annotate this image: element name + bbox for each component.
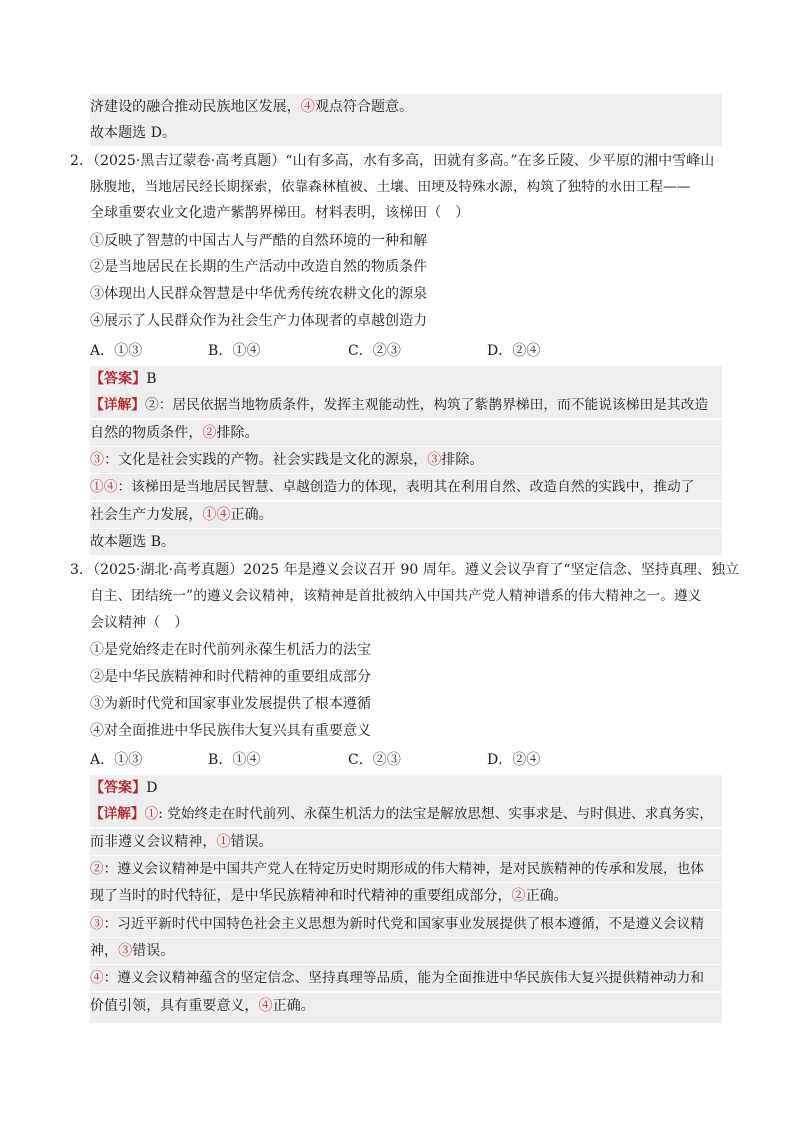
question-3-item-4: ④对全面推进中华民族伟大复兴具有重要意义 (90, 723, 371, 739)
answer-value: B (146, 371, 157, 387)
question-2-detail-line1: 【详解】②：居民依据当地物质条件，发挥主观能动性，构筑了紫鹊界梯田，而不能说该梯田是其改造 (90, 392, 722, 418)
question-3-item-2: ②是中华民族精神和时代精神的重要组成部分 (90, 669, 371, 685)
question-3-stem-line1: 3．（2025·湖北·高考真题）2025 年是遵义会议召开 90 周年。遵义会议孕育了“坚定信念、坚持真理、独立 (70, 562, 740, 578)
question-3-stem-line2: 自主、团结统一”的遵义会议精神，该精神是首批被纳入中国共产党人精神谱系的伟大精神之一。遵义 (90, 588, 702, 604)
question-2-detail-line5: 社会生产力发展，①④正确。 (90, 502, 722, 528)
answer-label: 【答案】 (90, 780, 147, 796)
question-3-detail-line2: 而非遵义会议精神，①错误。 (90, 829, 722, 855)
option-a[interactable]: A．①③ (90, 752, 143, 768)
question-number: 2． (70, 153, 94, 169)
option-b[interactable]: B．①④ (208, 752, 261, 768)
option-d[interactable]: D．②④ (487, 752, 541, 768)
option-d[interactable]: D．②④ (487, 343, 541, 359)
question-3-detail-line7: ④：遵义会议精神蕴含的坚定信念、坚持真理等品质，能为全面推进中华民族伟大复兴提供精神动力和 (90, 965, 722, 991)
question-2-conclusion: 故本题选 B。 (90, 529, 722, 555)
option-b[interactable]: B．①④ (208, 343, 261, 359)
question-3-detail-line6: 神，③错误。 (90, 938, 722, 964)
question-2-options (90, 338, 730, 364)
answer-label: 【答案】 (90, 371, 147, 387)
question-3-stem-line3: 会议精神（ ） (90, 615, 189, 631)
circled-number: ④ (300, 99, 315, 115)
question-2-item-3: ③体现出人民群众智慧是中华优秀传统农耕文化的源泉 (90, 286, 428, 302)
answer-value: D (146, 780, 158, 796)
question-2-answer (90, 366, 722, 392)
question-number: 3． (70, 562, 94, 578)
question-3-detail-line8: 价值引领，具有重要意义，④正确。 (90, 993, 722, 1023)
question-3-detail-line4: 现了当时的时代特征，是中华民族精神和时代精神的重要组成部分，②正确。 (90, 883, 722, 909)
question-2-detail-line3: ③：文化是社会实践的产物。社会实践是文化的源泉，③排除。 (90, 447, 722, 473)
question-source: （2025·黑吉辽蒙卷·高考真题） (93, 153, 286, 169)
option-c[interactable]: C．②③ (348, 343, 401, 359)
detail-label: 【详解】 (90, 397, 145, 413)
question-2-stem-line2: 脉腹地，当地居民经长期探索，依靠森林植被、土壤、田埂及特殊水源，构筑了独特的水田工程—— (90, 179, 691, 195)
prev-explanation-line: 济建设的融合推动民族地区发展，④观点符合题意。 (90, 94, 722, 120)
question-3-item-3: ③为新时代党和国家事业发展提供了根本遵循 (90, 696, 371, 712)
question-2-stem-line1: 2．（2025·黑吉辽蒙卷·高考真题）“山有多高，水有多高，田就有多高。”在多丘陵、少平原的湘中雪峰山 (70, 153, 715, 169)
prev-conclusion: 故本题选 D。 (90, 120, 722, 146)
question-2-item-4: ④展示了人民群众作为社会生产力体现者的卓越创造力 (90, 313, 428, 329)
question-2-item-2: ②是当地居民在长期的生产活动中改造自然的物质条件 (90, 259, 428, 275)
question-3-detail-line1: 【详解】①: 党始终走在时代前列、永葆生机活力的法宝是解放思想、实事求是、与时俱进、求真务实， (90, 801, 722, 827)
question-2-detail-line4: ①④：该梯田是当地居民智慧、卓越创造力的体现，表明其在利用自然、改造自然的实践中，推动了 (90, 474, 722, 500)
question-2-detail-line2: 自然的物质条件，②排除。 (90, 420, 722, 446)
question-3-detail-line3: ②：遵义会议精神是中国共产党人在特定历史时期形成的伟大精神，是对民族精神的传承和发展，也体 (90, 856, 722, 882)
question-3-answer (90, 775, 722, 801)
option-c[interactable]: C．②③ (348, 752, 401, 768)
question-2-item-1: ①反映了智慧的中国古人与严酷的自然环境的一种和解 (90, 233, 428, 249)
question-3-options (90, 747, 730, 773)
question-2-stem-line3: 全球重要农业文化遗产紫鹊界梯田。材料表明，该梯田（ ） (90, 205, 470, 221)
detail-label: 【详解】 (90, 806, 145, 822)
question-3-detail-line5: ③：习近平新时代中国特色社会主义思想为新时代党和国家事业发展提供了根本遵循，不是遵义会议精 (90, 911, 722, 937)
question-3-item-1: ①是党始终走在时代前列永葆生机活力的法宝 (90, 642, 371, 658)
question-source: （2025·湖北·高考真题） (93, 562, 244, 578)
option-a[interactable]: A．①③ (90, 343, 143, 359)
